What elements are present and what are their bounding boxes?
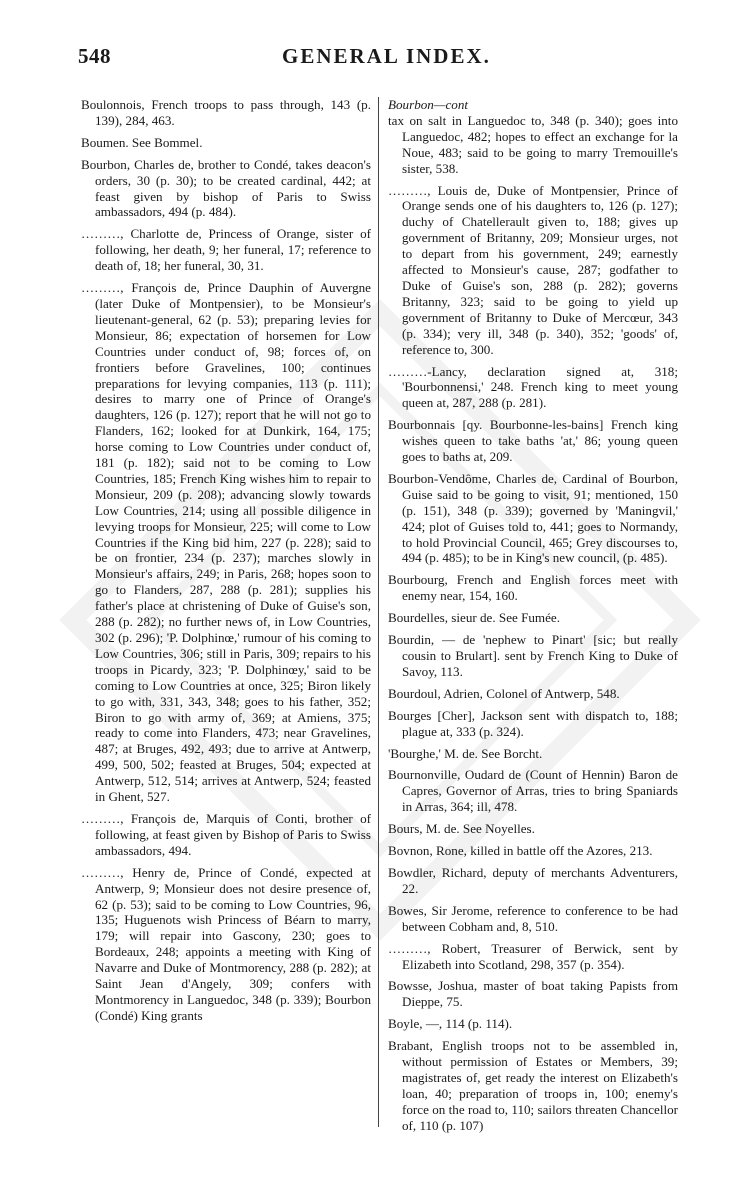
index-entry: Bowes, Sir Jerome, reference to conference to be had between Cobham and, 8, 510. (388, 902, 678, 934)
index-subentry: ………, François de, Prince Dauphin of Auvergne (later Duke of Montpensier), to be Monsieur's lieutenant-general, 62 (p. 53); preparing levies for Monsieur, 86; expectation of horsemen for Low Countries under conduct of, 98; forces of, on frontiers before Gravelines, 100; continues preparations for levying companies, 113 (p. 111); desires to marry one of Prince of Orange's daughters, 126 (p. 127); report that he will not go to Flanders, 162; looked for at Dunkirk, 164, 175; horse coming to Low Countries under conduct of, 181 (p. 182); said not to be coming to Low Countries, 185; French King wishes him to repair to Monsieur, 209 (p. 208); advancing slowly towards Low Countries, 214; using all possible diligence in levying troops for Monsieur, 225; will come to Low Countries if the King bid him, 227 (p. 228); said to be on frontier, 234 (p. 237); marches slowly in Monsieur's affairs, 249; in Paris, 268; hopes soon to go to Flanders, 287, 288 (p. 281); supplies his father's place at christening of Duke of Guise's son, 288 (p. 282); no further news of, in Low Countries, 302 (p. 296); 'P. Dolphinœ,' rumour of his coming to Low Countries, 306; still in Paris, 309; repairs to his troops in Picardy, 323; 'P. Dolphinœy,' said to be coming to Low Countries at once, 325; Biron likely to go with, 331, 343, 348; goes to his father, 352; Biron to go with army of, 369; at Amiens, 375; ready to come into Flanders, 473; near Gravelines, 487; at Bruges, 492, 493; due to arrive at Antwerp, 499, 500, 502; feasted at Bruges, 504; expected at Antwerp, 512, 514; arrives at Antwerp, 524; feasted in Ghent, 527. (81, 280, 371, 805)
index-entry: Bovnon, Rone, killed in battle off the Azores, 213. (388, 843, 653, 859)
index-entry: Bourbon, Charles de, brother to Condé, takes deacon's orders, 30 (p. 30); to be created cardinal, 442; at feast given by bishop of Paris to Swiss ambassadors, 494 (p. 484). (81, 156, 371, 220)
index-entry: Boyle, —, 114 (p. 114). (388, 1016, 513, 1032)
left-column (81, 97, 371, 1030)
index-subentry: ………, François de, Marquis of Conti, brother of following, at feast given by Bishop of Paris to Swiss ambassadors, 494. (81, 810, 371, 858)
index-entry: Boulonnois, French troops to pass through, 143 (p. 139), 284, 463. (81, 97, 371, 128)
index-subentry: ………, Henry de, Prince of Condé, expected at Antwerp, 9; Monsieur does not desire presence of, 62 (p. 53); said to be coming to Low Countries, 96, 135; Huguenots wish Princess of Béarn to marry, 179; will repair into Gascony, 230; goes to Bordeaux, 248; appoints a meeting with King of Navarre and Duke of Montmorency, 288 (p. 282); at Saint Jean d'Angely, 309; confers with Montmorency in Languedoc, 348 (p. 339); Bourbon (Condé) King grants (81, 864, 371, 1023)
index-entry: Bournonville, Oudard de (Count of Hennin) Baron de Capres, Governor of Arras, tries to bring Spaniards in Arras, 364; ill, 478. (388, 767, 678, 815)
right-column (388, 97, 678, 1140)
index-entry: Bourdoul, Adrien, Colonel of Antwerp, 548. (388, 685, 620, 701)
index-entry: Bourdin, — de 'nephew to Pinart' [sic; but really cousin to Brulart]. sent by French King to Duke of Savoy, 113. (388, 632, 678, 679)
index-entry: Bours, M. de. See Noyelles. (388, 821, 535, 837)
index-entry: 'Bourghe,' M. de. See Borcht. (388, 745, 543, 761)
index-entry: Bourdelles, sieur de. See Fumée. (388, 610, 560, 626)
index-subentry: ………, Robert, Treasurer of Berwick, sent by Elizabeth into Scotland, 298, 357 (p. 354). (388, 940, 678, 972)
index-entry: Bourbourg, French and English forces meet with enemy near, 154, 160. (388, 572, 678, 604)
index-entry: Bourbon-Vendôme, Charles de, Cardinal of Bourbon, Guise said to be going to visit, 91; mentioned, 150 (p. 151), 348 (p. 339); governed by 'Maningvil,' 424; plot of Guises told to, 441; goes to Normandy, to hold Provincial Council, 465; Grey discourses to, 494 (p. 485); to be in King's new council, (p. 485). (388, 470, 678, 566)
page-header (0, 44, 748, 74)
index-subentry: ………, Charlotte de, Princess of Orange, sister of following, her death, 9; her funeral, 17; reference to death of, 18; her funeral, 30, 31. (81, 226, 371, 274)
index-entry: Boumen. See Bommel. (81, 134, 203, 150)
index-entry: Bourbonnais [qy. Bourbonne-les-bains] French king wishes queen to take baths 'at,' 86; young queen goes to baths at, 209. (388, 417, 678, 465)
column-divider (378, 97, 379, 1127)
index-entry: Bourges [Cher], Jackson sent with dispatch to, 188; plague at, 333 (p. 324). (388, 707, 678, 739)
page-title: GENERAL INDEX. (282, 44, 491, 68)
index-entry: Bowsse, Joshua, master of boat taking Papists from Dieppe, 75. (388, 978, 678, 1010)
index-entry: Bowdler, Richard, deputy of merchants Adventurers, 22. (388, 864, 678, 896)
index-subentry: ………, Louis de, Duke of Montpensier, Prince of Orange sends one of his daughters to, 126 (p. 127); duchy of Chatellerault given to, 188; gives up government of Britanny, 209; Monsieur urges, not to depart from his government, 249; earnestly affected to Monsieur's cause, 287; godfather to Duke of Guise's son, 288 (p. 282); governs Britanny, 323; said to be going to yield up government of Britanny to Duke of Mercœur, 343 (p. 334); very ill, 348 (p. 340), 352; 'goods' of, reference to, 300. (388, 182, 678, 357)
continuation-label: Bourbon—cont (388, 97, 469, 112)
page-number: 548 (78, 44, 111, 68)
index-subentry: ………-Lancy, declaration signed at, 318; 'Bourbonnensi,' 248. French king to meet young queen at, 287, 288 (p. 281). (388, 363, 678, 411)
index-subentry: tax on salt in Languedoc to, 348 (p. 340); goes into Languedoc, 482; hopes to effect an exchange for la Noue, 483; said to be going to marry Tremouille's sister, 538. (388, 112, 678, 176)
index-entry: Brabant, English troops not to be assembled in, without permission of Estates or Members, 39; magistrates of, get ready the interest on Elizabeth's loan, 40; preparation of troops in, 100; enemy's force on the road to, 110; sailors threaten Chancellor of, 110 (p. 107) (388, 1038, 678, 1133)
